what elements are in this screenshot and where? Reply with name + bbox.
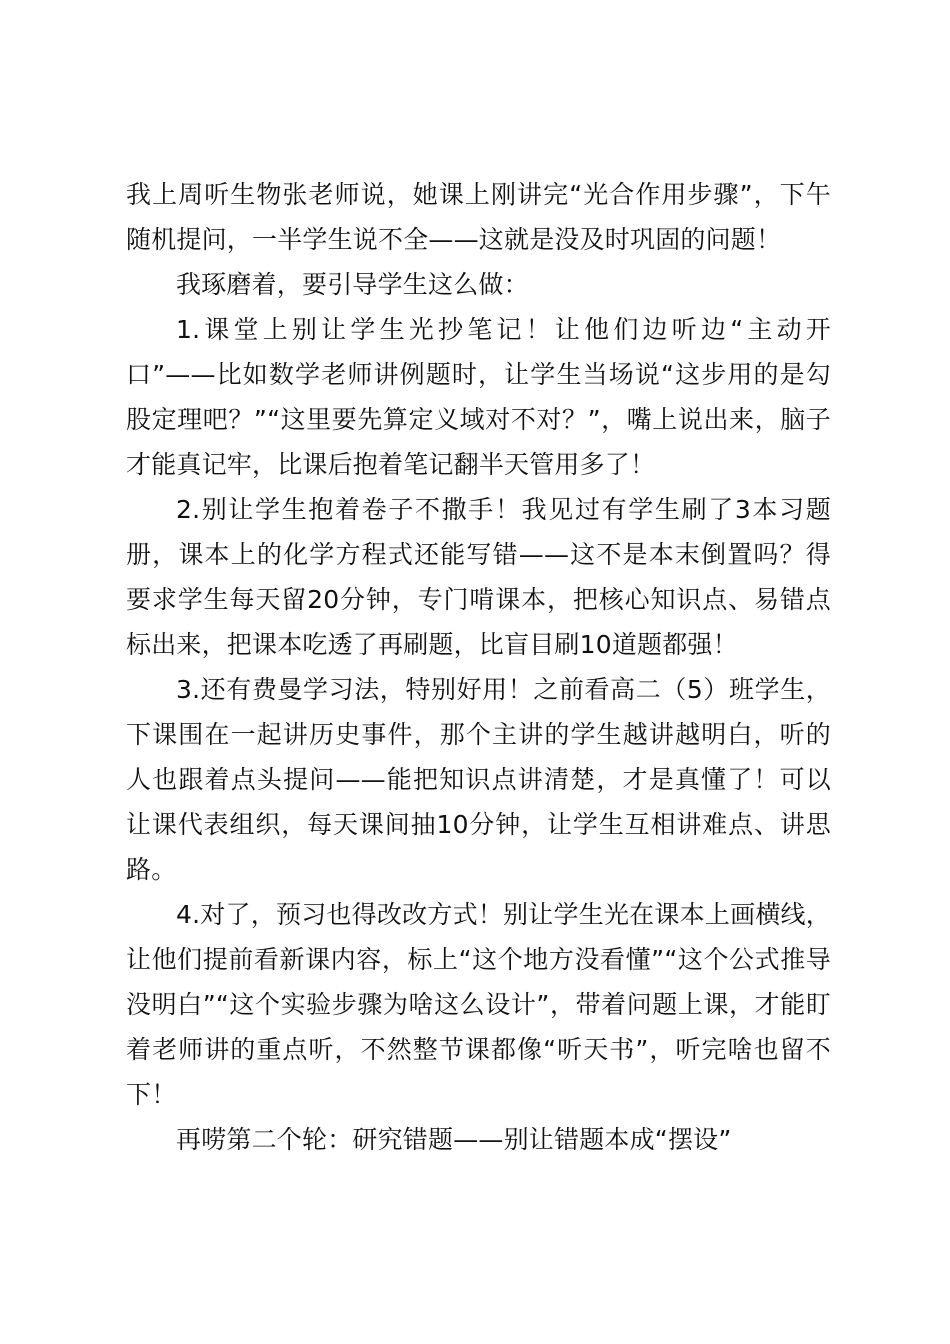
paragraph-point-1: 1.课堂上别让学生光抄笔记！让他们边听边“主动开口”——比如数学老师讲例题时，让学生当场说“这步用的是勾股定理吧？”“这里要先算定义域对不对？”，嘴上说出来，脑子才能真记牢，比课后抱着笔记翻半天管用多了！ <box>126 315 831 479</box>
paragraph-section-heading: 再唠第二个轮：研究错题——别让错题本成“摆设” <box>176 1125 732 1154</box>
paragraph-teacher-anecdote: 我上周听生物张老师说，她课上刚讲完“光合作用步骤”，下午随机提问，一半学生说不全——这就是没及时巩固的问题！ <box>126 180 831 254</box>
paragraph-point-2: 2.别让学生抱着卷子不撒手！我见过有学生刷了3本习题册，课本上的化学方程式还能写错——这不是本末倒置吗？得要求学生每天留20分钟，专门啃课本，把核心知识点、易错点标出来，把课本吃透了再刷题，比盲目刷10道题都强！ <box>126 495 831 659</box>
paragraph-point-4: 4.对了，预习也得改改方式！别让学生光在课本上画横线，让他们提前看新课内容，标上“这个地方没看懂”“这个公式推导没明白”“这个实验步骤为啥这么设计”，带着问题上课，才能盯着老师讲的重点听，不然整节课都像“听天书”，听完啥也留不下！ <box>126 900 831 1109</box>
paragraph-intro: 我琢磨着，要引导学生这么做： <box>176 270 529 299</box>
paragraph-point-3: 3.还有费曼学习法，特别好用！之前看高二（5）班学生，下课围在一起讲历史事件，那个主讲的学生越讲越明白，听的人也跟着点头提问——能把知识点讲清楚，才是真懂了！可以让课代表组织，每天课间抽10分钟，让学生互相讲难点、讲思路。 <box>126 675 831 884</box>
document-body <box>126 172 831 1162</box>
